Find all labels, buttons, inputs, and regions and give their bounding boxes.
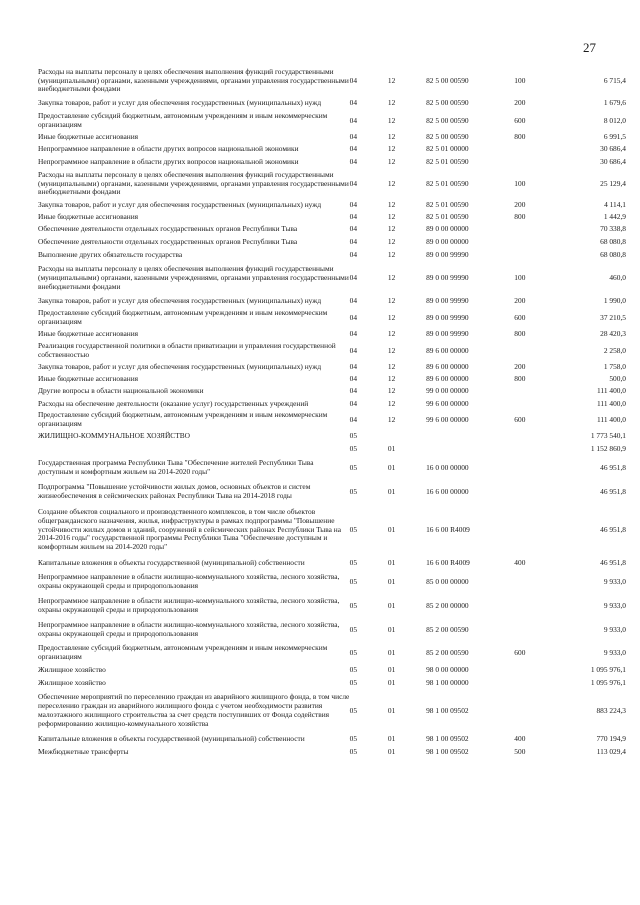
row-section: 05 bbox=[349, 665, 358, 675]
row-expense-type bbox=[514, 480, 561, 504]
row-section: 04 bbox=[349, 199, 358, 209]
table-row bbox=[38, 328, 626, 341]
row-amount: 8 012,0 bbox=[603, 115, 626, 125]
row-amount: 111 400,0 bbox=[596, 386, 626, 396]
row-target-article: 82 5 00 00590 bbox=[426, 98, 469, 108]
row-target-article: 89 0 00 99990 bbox=[426, 273, 469, 283]
row-section: 05 bbox=[349, 733, 358, 743]
row-subsection: 12 bbox=[387, 115, 396, 125]
row-amount: 1 990,0 bbox=[603, 296, 626, 306]
row-amount: 1 758,0 bbox=[603, 361, 626, 371]
row-expense-type: 400 bbox=[514, 733, 526, 743]
table-row bbox=[38, 66, 626, 96]
row-target-article: 82 5 01 00590 bbox=[426, 211, 469, 221]
table-row bbox=[38, 430, 626, 443]
row-section: 05 bbox=[349, 431, 358, 441]
row-amount: 1 773 540,1 bbox=[590, 431, 626, 441]
row-expense-type bbox=[514, 385, 561, 398]
row-target-article: 89 0 00 99990 bbox=[426, 329, 469, 339]
table-row bbox=[38, 677, 626, 690]
row-expense-type: 600 bbox=[514, 115, 526, 125]
table-row bbox=[38, 594, 626, 618]
row-subsection: 12 bbox=[387, 373, 396, 383]
row-subsection: 01 bbox=[387, 624, 396, 634]
table-row bbox=[38, 570, 626, 594]
row-subsection: 01 bbox=[387, 462, 396, 472]
row-expense-type bbox=[514, 570, 561, 594]
row-amount: 9 933,0 bbox=[603, 576, 626, 586]
row-name: Непрограммное направление в области жилищно-коммунального хозяйства, лесного хозяйства, охраны окружающей среды и природопользования bbox=[38, 572, 340, 590]
row-amount: 4 114,1 bbox=[604, 199, 626, 209]
table-row bbox=[38, 642, 626, 664]
row-name: Обеспечение мероприятий по переселению граждан из аварийного жилищного фонда, в том числе переселению граждан из аварийного жилищного фонда с учетом необходимости развития малоэтажного жилищного строительства за счет средств поступивших от Фонда содействия реформированию жилищно-коммунального хозяйства bbox=[38, 692, 350, 728]
row-subsection: 01 bbox=[387, 576, 396, 586]
row-subsection: 01 bbox=[387, 600, 396, 610]
row-expense-type bbox=[514, 223, 561, 236]
row-subsection: 01 bbox=[387, 665, 396, 675]
row-section: 04 bbox=[349, 237, 358, 247]
row-expense-type: 200 bbox=[514, 98, 526, 108]
row-name: Подпрограмма "Повышение устойчивости жилых домов, основных объектов и систем жизнеобеспечения в сейсмических районах Республики Тыва на 2014-2018 годы bbox=[38, 482, 311, 500]
row-section: 05 bbox=[349, 524, 358, 534]
table-row bbox=[38, 249, 626, 262]
row-expense-type bbox=[514, 249, 561, 262]
row-name: Капитальные вложения в объекты государственной (муниципальной) собственности bbox=[38, 557, 305, 567]
row-name: Иные бюджетные ассигнования bbox=[38, 329, 139, 339]
row-target-article: 82 5 01 00590 bbox=[426, 199, 469, 209]
row-section: 04 bbox=[349, 250, 358, 260]
row-amount: 111 400,0 bbox=[596, 398, 626, 408]
table-row bbox=[38, 456, 626, 480]
row-subsection: 01 bbox=[387, 705, 396, 715]
row-section: 05 bbox=[349, 486, 358, 496]
row-name: Создание объектов социального и производственного комплексов, в том числе объектов общегражданского назначения, жилья, инфраструктуры в рамках подпрограммы "Повышение устойчивости жилых домов и зданий, сооружений в сейсмических районах Республики Тыва на 2014-2016 годы" государственной программы Республики Тыва "Обеспечение доступным и комфортным жильем на 2014-2020 годы" bbox=[38, 506, 342, 552]
row-name: Другие вопросы в области национальной экономики bbox=[38, 386, 204, 396]
row-subsection: 12 bbox=[387, 211, 396, 221]
row-expense-type bbox=[514, 143, 561, 156]
row-expense-type: 800 bbox=[514, 211, 526, 221]
row-name: Непрограммное направление в области жилищно-коммунального хозяйства, лесного хозяйства, охраны окружающей среды и природопользования bbox=[38, 596, 340, 614]
budget-table bbox=[38, 66, 626, 759]
row-name: Непрограммное направление в области других вопросов национальной экономики bbox=[38, 144, 299, 154]
budget-table-body bbox=[38, 66, 626, 759]
row-section: 04 bbox=[349, 131, 358, 141]
row-target-article: 16 6 00 R4009 bbox=[426, 557, 470, 567]
row-amount: 46 951,8 bbox=[600, 486, 626, 496]
row-name: Закупка товаров, работ и услуг для обеспечения государственных (муниципальных) нужд bbox=[38, 98, 322, 108]
row-subsection: 01 bbox=[387, 486, 396, 496]
row-amount: 500,0 bbox=[609, 373, 626, 383]
row-section: 04 bbox=[349, 414, 358, 424]
row-expense-type bbox=[514, 398, 561, 410]
row-expense-type: 800 bbox=[514, 373, 526, 383]
row-expense-type: 600 bbox=[514, 647, 526, 657]
row-name: Обеспечение деятельности отдельных государственных органов Республики Тыва bbox=[38, 224, 298, 234]
row-name: Непрограммное направление в области других вопросов национальной экономики bbox=[38, 157, 299, 167]
row-name: Предоставление субсидий бюджетным, автономным учреждениям и иным некоммерческим организациям bbox=[38, 111, 328, 129]
row-amount: 1 442,9 bbox=[603, 211, 626, 221]
table-row bbox=[38, 223, 626, 236]
row-amount: 46 951,8 bbox=[600, 524, 626, 534]
row-subsection: 12 bbox=[387, 237, 396, 247]
row-section: 05 bbox=[349, 557, 358, 567]
row-subsection: 01 bbox=[387, 647, 396, 657]
row-amount: 6 991,5 bbox=[603, 131, 626, 141]
row-section: 04 bbox=[349, 398, 358, 408]
row-subsection: 01 bbox=[387, 678, 396, 688]
row-section: 04 bbox=[349, 157, 358, 167]
row-section: 05 bbox=[349, 444, 358, 454]
row-target-article: 98 0 00 00000 bbox=[426, 665, 469, 675]
row-target-article: 98 1 00 09502 bbox=[426, 747, 469, 757]
row-amount: 6 715,4 bbox=[603, 75, 626, 85]
row-amount: 68 080,8 bbox=[600, 237, 626, 247]
table-row bbox=[38, 618, 626, 642]
row-amount: 883 224,3 bbox=[596, 705, 626, 715]
row-amount: 770 194,9 bbox=[596, 733, 626, 743]
row-section: 04 bbox=[349, 373, 358, 383]
table-row bbox=[38, 443, 626, 456]
row-amount: 111 400,0 bbox=[596, 414, 626, 424]
row-target-article: 85 2 00 00590 bbox=[426, 624, 469, 634]
row-name: ЖИЛИЩНО-КОММУНАЛЬНОЕ ХОЗЯЙСТВО bbox=[38, 431, 191, 441]
row-subsection: 12 bbox=[387, 273, 396, 283]
row-subsection: 12 bbox=[387, 224, 396, 234]
table-row bbox=[38, 262, 626, 295]
row-target-article: 16 6 00 00000 bbox=[426, 486, 469, 496]
row-section: 04 bbox=[349, 345, 358, 355]
table-row bbox=[38, 199, 626, 211]
table-row bbox=[38, 398, 626, 410]
row-name: Закупка товаров, работ и услуг для обеспечения государственных (муниципальных) нужд bbox=[38, 199, 322, 209]
row-amount: 68 080,8 bbox=[600, 250, 626, 260]
row-name: Расходы на выплаты персоналу в целях обеспечения выполнения функций государственными (муниципальными) органами, казенными учреждениями, органами управления государственными внебюджетными фондами bbox=[38, 169, 349, 197]
row-subsection bbox=[388, 430, 426, 443]
row-expense-type bbox=[514, 156, 561, 169]
row-target-article: 89 0 00 99990 bbox=[426, 250, 469, 260]
row-subsection: 12 bbox=[387, 361, 396, 371]
row-section: 04 bbox=[349, 178, 358, 188]
row-name: Иные бюджетные ассигнования bbox=[38, 131, 139, 141]
row-expense-type: 800 bbox=[514, 329, 526, 339]
table-row bbox=[38, 295, 626, 308]
row-name: Жилищное хозяйство bbox=[38, 665, 106, 675]
row-amount: 70 338,8 bbox=[600, 224, 626, 234]
row-expense-type bbox=[514, 341, 561, 361]
row-section: 05 bbox=[349, 624, 358, 634]
row-target-article: 89 6 00 00000 bbox=[426, 361, 469, 371]
row-amount: 1 152 860,9 bbox=[590, 444, 626, 454]
table-row bbox=[38, 746, 626, 759]
row-target-article: 82 5 00 00590 bbox=[426, 131, 469, 141]
row-name: Жилищное хозяйство bbox=[38, 678, 106, 688]
row-subsection: 01 bbox=[387, 444, 396, 454]
row-subsection: 12 bbox=[387, 131, 396, 141]
row-name: Расходы на выплаты персоналу в целях обеспечения выполнения функций государственными (муниципальными) органами, казенными учреждениями, органами управления государственными внебюджетными фондами bbox=[38, 264, 349, 291]
table-row bbox=[38, 341, 626, 361]
row-expense-type bbox=[514, 504, 561, 556]
row-target-article: 16 0 00 00000 bbox=[426, 462, 469, 472]
row-amount: 1 095 976,1 bbox=[590, 678, 626, 688]
row-amount: 9 933,0 bbox=[603, 600, 626, 610]
table-row bbox=[38, 385, 626, 398]
row-target-article: 99 0 00 00000 bbox=[426, 386, 469, 396]
row-section: 05 bbox=[349, 576, 358, 586]
row-amount: 25 129,4 bbox=[600, 178, 626, 188]
row-section: 04 bbox=[349, 115, 358, 125]
row-section: 05 bbox=[349, 678, 358, 688]
row-amount: 113 029,4 bbox=[596, 747, 626, 757]
row-expense-type bbox=[514, 618, 561, 642]
row-subsection: 12 bbox=[387, 157, 396, 167]
row-expense-type bbox=[514, 430, 561, 443]
page-number: 27 bbox=[583, 40, 596, 55]
row-target-article: 89 0 00 00000 bbox=[426, 237, 469, 247]
row-target-article: 85 0 00 00000 bbox=[426, 576, 469, 586]
row-name: Предоставление субсидий бюджетным, автономным учреждениям и иным некоммерческим организациям bbox=[38, 643, 328, 661]
row-expense-type bbox=[514, 664, 561, 677]
row-subsection: 12 bbox=[387, 414, 396, 424]
row-expense-type: 100 bbox=[514, 178, 526, 188]
row-name: Государственная программа Республики Тыва "Обеспечение жителей Республики Тыва доступным и комфортным жильем на 2014-2020 годы" bbox=[38, 458, 314, 476]
row-target-article: 85 2 00 00590 bbox=[426, 647, 469, 657]
row-target-article: 82 5 00 00590 bbox=[426, 115, 469, 125]
row-expense-type bbox=[514, 443, 561, 456]
row-name: Иные бюджетные ассигнования bbox=[38, 373, 139, 383]
row-section: 04 bbox=[349, 144, 358, 154]
table-row bbox=[38, 236, 626, 249]
row-section: 04 bbox=[349, 224, 358, 234]
row-target-article: 98 1 00 09502 bbox=[426, 705, 469, 715]
row-name: Реализация государственной политики в области приватизации и управления государственной собственностью bbox=[38, 341, 336, 359]
row-expense-type: 200 bbox=[514, 296, 526, 306]
row-section: 04 bbox=[349, 211, 358, 221]
row-target-article bbox=[426, 443, 514, 456]
row-name: Межбюджетные трансферты bbox=[38, 747, 129, 757]
row-subsection: 12 bbox=[387, 312, 396, 322]
row-section: 05 bbox=[349, 747, 358, 757]
row-amount: 46 951,8 bbox=[600, 462, 626, 472]
row-expense-type: 600 bbox=[514, 312, 526, 322]
row-subsection: 01 bbox=[387, 524, 396, 534]
row-target-article: 89 0 00 99990 bbox=[426, 312, 469, 322]
row-subsection: 01 bbox=[387, 557, 396, 567]
row-target-article: 89 0 00 00000 bbox=[426, 224, 469, 234]
row-amount: 1 679,6 bbox=[603, 98, 626, 108]
table-row bbox=[38, 143, 626, 156]
row-target-article: 89 0 00 99990 bbox=[426, 296, 469, 306]
row-expense-type bbox=[514, 690, 561, 732]
table-row bbox=[38, 690, 626, 732]
table-row bbox=[38, 131, 626, 143]
row-subsection: 12 bbox=[387, 386, 396, 396]
table-row bbox=[38, 480, 626, 504]
row-expense-type: 800 bbox=[514, 131, 526, 141]
row-section: 04 bbox=[349, 312, 358, 322]
row-target-article: 89 6 00 00000 bbox=[426, 373, 469, 383]
table-row bbox=[38, 373, 626, 385]
row-expense-type: 200 bbox=[514, 199, 526, 209]
row-amount: 30 686,4 bbox=[600, 144, 626, 154]
row-expense-type: 600 bbox=[514, 414, 526, 424]
row-target-article: 82 5 01 00000 bbox=[426, 144, 469, 154]
table-row bbox=[38, 111, 626, 131]
row-expense-type bbox=[514, 594, 561, 618]
table-row bbox=[38, 410, 626, 430]
row-name: Расходы на обеспечение деятельности (оказание услуг) государственных учреждений bbox=[38, 398, 309, 408]
row-section: 05 bbox=[349, 647, 358, 657]
row-subsection: 12 bbox=[387, 98, 396, 108]
row-subsection: 12 bbox=[387, 345, 396, 355]
row-expense-type bbox=[514, 236, 561, 249]
row-subsection: 12 bbox=[387, 75, 396, 85]
row-subsection: 12 bbox=[387, 329, 396, 339]
row-subsection: 01 bbox=[387, 747, 396, 757]
table-row bbox=[38, 308, 626, 328]
table-row bbox=[38, 361, 626, 373]
row-amount: 46 951,8 bbox=[600, 557, 626, 567]
row-section: 04 bbox=[349, 75, 358, 85]
row-expense-type: 100 bbox=[514, 273, 526, 283]
row-target-article: 98 1 00 09502 bbox=[426, 733, 469, 743]
row-target-article: 16 6 00 R4009 bbox=[426, 524, 470, 534]
table-row bbox=[38, 211, 626, 223]
row-name: Выполнение других обязательств государства bbox=[38, 250, 183, 260]
row-target-article bbox=[426, 430, 514, 443]
row-amount: 9 933,0 bbox=[603, 624, 626, 634]
row-amount: 30 686,4 bbox=[600, 157, 626, 167]
row-expense-type: 200 bbox=[514, 361, 526, 371]
table-row bbox=[38, 504, 626, 556]
row-name: Иные бюджетные ассигнования bbox=[38, 211, 139, 221]
row-subsection: 01 bbox=[387, 733, 396, 743]
row-amount: 1 095 976,1 bbox=[590, 665, 626, 675]
row-name: Непрограммное направление в области жилищно-коммунального хозяйства, лесного хозяйства, охраны окружающей среды и природопользования bbox=[38, 620, 340, 638]
row-section: 04 bbox=[349, 273, 358, 283]
row-name: Обеспечение деятельности отдельных государственных органов Республики Тыва bbox=[38, 237, 298, 247]
row-expense-type: 400 bbox=[514, 557, 526, 567]
row-expense-type: 500 bbox=[514, 747, 526, 757]
row-target-article: 82 5 01 00590 bbox=[426, 157, 469, 167]
row-target-article: 82 5 01 00590 bbox=[426, 178, 469, 188]
row-target-article: 99 6 00 00000 bbox=[426, 414, 469, 424]
row-target-article: 89 6 00 00000 bbox=[426, 345, 469, 355]
row-target-article: 99 6 00 00000 bbox=[426, 398, 469, 408]
row-name: Капитальные вложения в объекты государственной (муниципальной) собственности bbox=[38, 733, 305, 743]
row-subsection: 12 bbox=[387, 296, 396, 306]
row-expense-type bbox=[514, 456, 561, 480]
table-row bbox=[38, 664, 626, 677]
row-section: 05 bbox=[349, 462, 358, 472]
row-section: 04 bbox=[349, 296, 358, 306]
row-name: Предоставление субсидий бюджетным, автономным учреждениям и иным некоммерческим организациям bbox=[38, 410, 328, 428]
row-target-article: 85 2 00 00000 bbox=[426, 600, 469, 610]
row-amount: 9 933,0 bbox=[603, 647, 626, 657]
row-section: 05 bbox=[349, 600, 358, 610]
row-target-article: 82 5 00 00590 bbox=[426, 75, 469, 85]
row-subsection: 12 bbox=[387, 398, 396, 408]
row-name: Закупка товаров, работ и услуг для обеспечения государственных (муниципальных) нужд bbox=[38, 296, 322, 306]
table-row bbox=[38, 556, 626, 570]
row-subsection: 12 bbox=[387, 199, 396, 209]
row-section: 04 bbox=[349, 98, 358, 108]
table-row bbox=[38, 169, 626, 199]
row-section: 04 bbox=[349, 386, 358, 396]
row-section: 04 bbox=[349, 361, 358, 371]
row-name: Расходы на выплаты персоналу в целях обеспечения выполнения функций государственными (муниципальными) органами, казенными учреждениями, органами управления государственными внебюджетными фондами bbox=[38, 66, 349, 94]
row-amount: 2 258,0 bbox=[603, 345, 626, 355]
row-expense-type bbox=[514, 677, 561, 690]
row-amount: 460,0 bbox=[609, 273, 626, 283]
table-row bbox=[38, 732, 626, 746]
row-subsection: 12 bbox=[387, 250, 396, 260]
row-subsection: 12 bbox=[387, 144, 396, 154]
row-target-article: 98 1 00 00000 bbox=[426, 678, 469, 688]
row-section: 04 bbox=[349, 329, 358, 339]
table-row bbox=[38, 96, 626, 111]
row-amount: 28 420,3 bbox=[600, 329, 626, 339]
row-name: Закупка товаров, работ и услуг для обеспечения государственных (муниципальных) нужд bbox=[38, 361, 322, 371]
row-amount: 37 210,5 bbox=[600, 312, 626, 322]
row-name: Предоставление субсидий бюджетным, автономным учреждениям и иным некоммерческим организациям bbox=[38, 308, 328, 326]
row-subsection: 12 bbox=[387, 178, 396, 188]
table-row bbox=[38, 156, 626, 169]
row-section: 05 bbox=[349, 705, 358, 715]
row-expense-type: 100 bbox=[514, 75, 526, 85]
row-name bbox=[38, 443, 350, 456]
